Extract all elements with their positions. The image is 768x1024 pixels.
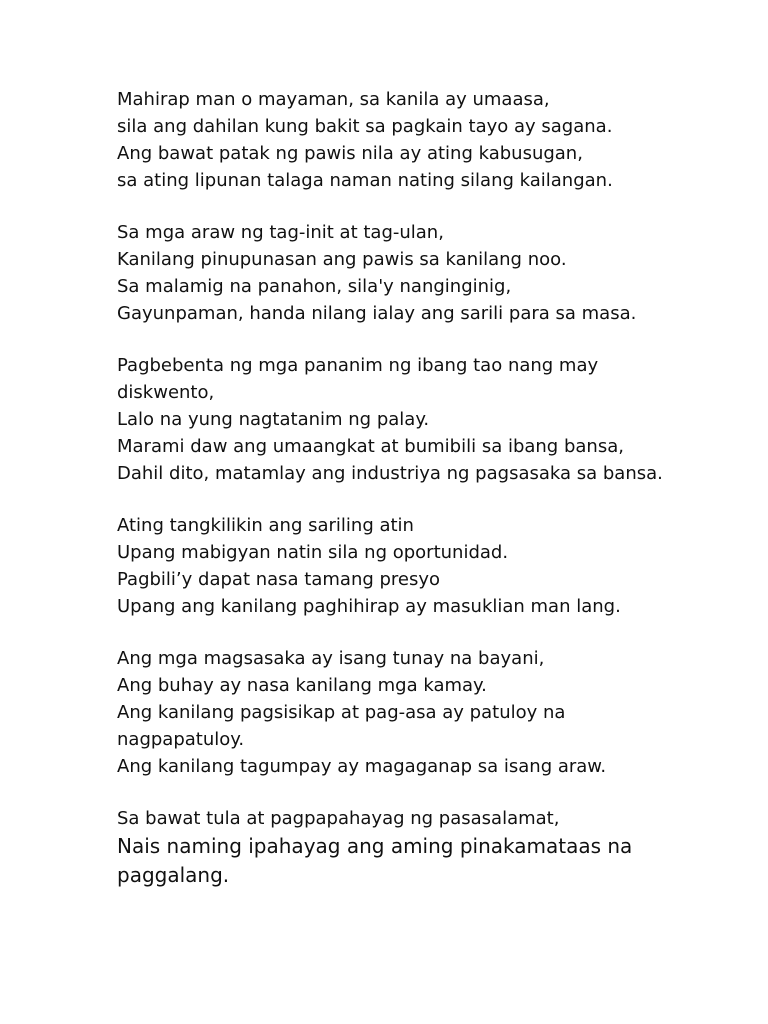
poem-line: Kanilang pinupunasan ang pawis sa kanilang noo. bbox=[117, 249, 567, 270]
poem-line: Ang mga magsasaka ay isang tunay na bayani, bbox=[117, 648, 545, 669]
poem-line: Sa mga araw ng tag-init at tag-ulan, bbox=[117, 222, 444, 243]
poem-line: Sa malamig na panahon, sila'y nanginginig, bbox=[117, 276, 512, 297]
poem-line: Upang ang kanilang paghihirap ay masuklian man lang. bbox=[117, 596, 621, 617]
poem-line: Marami daw ang umaangkat at bumibili sa ibang bansa, bbox=[117, 436, 624, 457]
poem-line: Ating tangkilikin ang sariling atin bbox=[117, 515, 414, 536]
poem-line: sila ang dahilan kung bakit sa pagkain tayo ay sagana. bbox=[117, 116, 613, 137]
poem-line: Ang kanilang pagsisikap at pag-asa ay patuloy na nagpapatuloy. bbox=[117, 702, 566, 750]
poem-line: Mahirap man o mayaman, sa kanila ay umaasa, bbox=[117, 89, 550, 110]
stanza-3 bbox=[117, 352, 677, 487]
poem-line: Pagbebenta ng mga pananim ng ibang tao nang may diskwento, bbox=[117, 355, 599, 403]
poem-line: Lalo na yung nagtatanim ng palay. bbox=[117, 409, 430, 430]
poem-line: Ang bawat patak ng pawis nila ay ating kabusugan, bbox=[117, 143, 583, 164]
poem-line: Nais naming ipahayag ang aming pinakamataas na paggalang. bbox=[117, 834, 633, 887]
poem-line: Ang kanilang tagumpay ay magaganap sa isang araw. bbox=[117, 756, 607, 777]
poem-line: Sa bawat tula at pagpapahayag ng pasasalamat, bbox=[117, 808, 560, 829]
stanza-1 bbox=[117, 86, 677, 194]
poem-line: Ang buhay ay nasa kanilang mga kamay. bbox=[117, 675, 487, 696]
stanza-6 bbox=[117, 805, 677, 890]
poem-line: Gayunpaman, handa nilang ialay ang sarili para sa masa. bbox=[117, 303, 637, 324]
poem-line: Upang mabigyan natin sila ng oportunidad. bbox=[117, 542, 509, 563]
poem bbox=[117, 86, 677, 915]
poem-line: sa ating lipunan talaga naman nating silang kailangan. bbox=[117, 170, 613, 191]
stanza-4 bbox=[117, 512, 677, 620]
stanza-5 bbox=[117, 645, 677, 780]
poem-line: Dahil dito, matamlay ang industriya ng pagsasaka sa bansa. bbox=[117, 463, 663, 484]
poem-line: Pagbili’y dapat nasa tamang presyo bbox=[117, 569, 441, 590]
stanza-2 bbox=[117, 219, 677, 327]
